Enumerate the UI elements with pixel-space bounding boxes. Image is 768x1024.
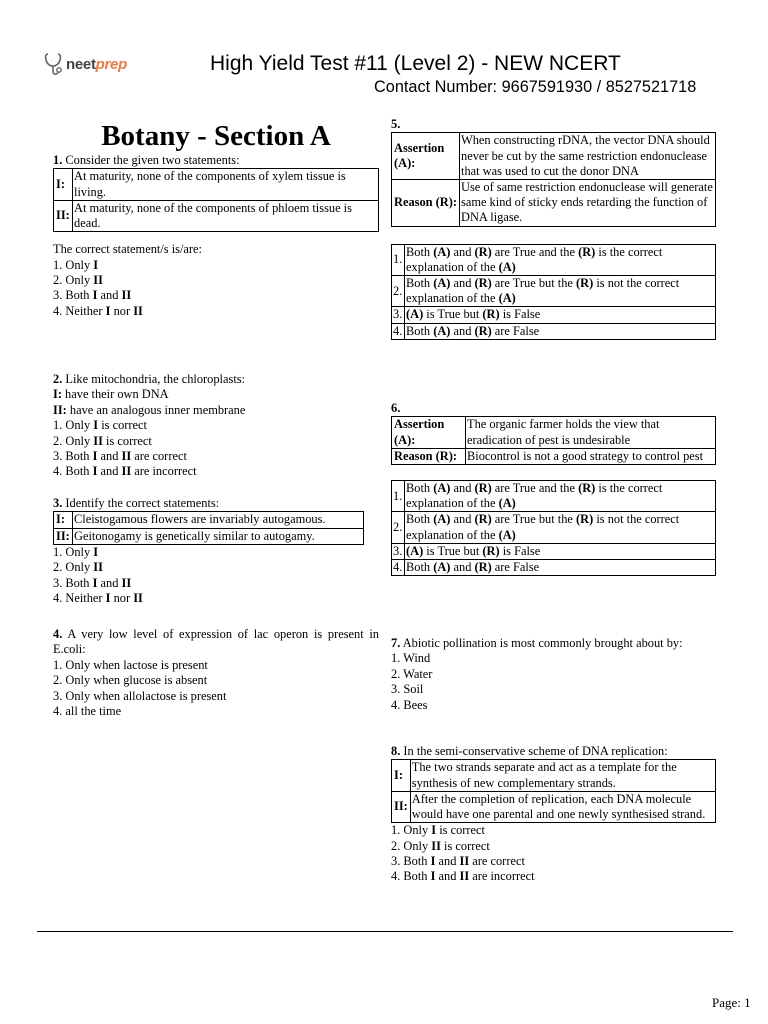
option-row-2: 2. Both (A) and (R) are True but the (R) is not the correct explanation of the (A) <box>392 512 716 543</box>
option-3: 3. Soil <box>391 682 424 697</box>
reason-text: Use of same restriction endonuclease will generate same kind of sticky ends retarding the function of DNA ligase. <box>460 180 716 227</box>
question-stem: 1. Consider the given two statements: <box>53 153 240 167</box>
question-number: 4. <box>53 627 63 641</box>
option-4: 4. Neither I nor II <box>53 303 143 318</box>
question-6 <box>391 401 716 576</box>
statements-table <box>53 168 379 232</box>
question-7 <box>391 636 716 713</box>
statement-row <box>54 200 379 231</box>
option-1: 1. Only I is correct <box>53 418 147 433</box>
question-number: 2. <box>53 372 63 386</box>
options-table <box>391 480 716 576</box>
option-4: 4. Both I and II are incorrect <box>53 464 197 479</box>
option-2: 2. Water <box>391 666 433 681</box>
statement-label: I: <box>54 512 73 528</box>
statement-label: I: <box>54 169 73 200</box>
question-number: 3. <box>53 496 63 510</box>
option-4: 4. Neither I nor II <box>53 591 143 606</box>
logo-wordmark <box>66 57 127 72</box>
option-row-3: 3. (A) is True but (R) is False <box>392 543 716 559</box>
option-1: 1. Wind <box>391 651 431 666</box>
section-title: Botany - Section A <box>101 120 331 152</box>
option-row-2: 2. Both (A) and (R) are True but the (R) is not the correct explanation of the (A) <box>392 276 716 307</box>
option-2: 2. Only II is correct <box>53 433 152 448</box>
statement-row <box>392 760 716 791</box>
stethoscope-icon <box>44 52 64 78</box>
options-table <box>391 244 716 340</box>
option-row-1: 1. Both (A) and (R) are True and the (R) is the correct explanation of the (A) <box>392 481 716 512</box>
question-1 <box>53 153 379 319</box>
reason-label: Reason (R): <box>392 180 460 227</box>
reason-label: Reason (R): <box>392 448 466 464</box>
option-4: 4. all the time <box>53 704 122 719</box>
statement-text: The two strands separate and act as a template for the synthesis of new complementary strands. <box>410 760 715 791</box>
statement-label: II: <box>392 791 411 822</box>
question-number: 8. <box>391 744 401 758</box>
option-4: 4. Bees <box>391 697 428 712</box>
question-5 <box>391 117 716 340</box>
question-number: 6. <box>391 401 401 415</box>
option-2: 2. Only II <box>53 273 103 288</box>
option-3: 3. Both I and II <box>53 288 132 303</box>
statements-table <box>391 759 716 823</box>
assertion-text: When constructing rDNA, the vector DNA should never be cut by the same restriction endonuclease that was used to cut the donor DNA <box>460 133 716 180</box>
logo-prep: prep <box>95 56 127 74</box>
assertion-row <box>392 133 716 180</box>
neetprep-logo <box>44 52 127 78</box>
option-1: 1. Only I is correct <box>391 823 485 838</box>
question-3 <box>53 496 379 606</box>
option-2: 2. Only when glucose is absent <box>53 673 208 688</box>
question-stem: 8. In the semi-conservative scheme of DNA replication: <box>391 744 668 758</box>
statement-text: After the completion of replication, each DNA molecule would have one parental and one newly synthesised strand. <box>410 791 715 822</box>
statement-text: At maturity, none of the components of phloem tissue is dead. <box>73 200 379 231</box>
reason-row <box>392 180 716 227</box>
reason-text: Biocontrol is not a good strategy to control pest <box>466 448 716 464</box>
option-row-3: 3. (A) is True but (R) is False <box>392 307 716 323</box>
assertion-row <box>392 417 716 448</box>
statement-label: II: <box>54 200 73 231</box>
assertion-reason-table <box>391 416 716 465</box>
statement-row <box>54 528 364 544</box>
test-title: High Yield Test #11 (Level 2) - NEW NCERT <box>210 52 621 75</box>
statement-text: At maturity, none of the components of xylem tissue is living. <box>73 169 379 200</box>
option-3: 3. Both I and II are correct <box>53 449 187 464</box>
footer-divider <box>37 931 733 932</box>
assertion-label: Assertion (A): <box>392 133 460 180</box>
question-number: 5. <box>391 117 401 131</box>
question-number: 7. <box>391 636 401 650</box>
option-row-1: 1. Both (A) and (R) are True and the (R) is the correct explanation of the (A) <box>392 244 716 275</box>
question-8 <box>391 744 716 885</box>
statement-row <box>54 169 379 200</box>
page-number: Page: 1 <box>712 995 751 1010</box>
statement-row <box>392 791 716 822</box>
statement-text: Geitonogamy is genetically similar to autogamy. <box>73 528 364 544</box>
question-prompt: The correct statement/s is/are: <box>53 242 202 257</box>
option-2: 2. Only II is correct <box>391 838 490 853</box>
statement-row <box>54 512 364 528</box>
reason-row <box>392 448 716 464</box>
option-3: 3. Both I and II <box>53 575 132 590</box>
statement-text: Cleistogamous flowers are invariably autogamous. <box>73 512 364 528</box>
assertion-label: Assertion (A): <box>392 417 466 448</box>
option-1: 1. Only I <box>53 257 99 272</box>
statement-label: II: <box>54 528 73 544</box>
assertion-reason-table <box>391 132 716 226</box>
contact-number: Contact Number: 9667591930 / 8527521718 <box>374 78 697 96</box>
option-2: 2. Only II <box>53 560 103 575</box>
question-number: 1. <box>53 153 63 167</box>
statement-1: I: have their own DNA <box>53 387 169 402</box>
option-row-4: 4. Both (A) and (R) are False <box>392 323 716 339</box>
question-2 <box>53 372 379 480</box>
question-stem: 3. Identify the correct statements: <box>53 496 220 510</box>
option-row-4: 4. Both (A) and (R) are False <box>392 560 716 576</box>
question-4 <box>53 627 379 719</box>
option-1: 1. Only I <box>53 544 99 559</box>
statement-2: II: have an analogous inner membrane <box>53 402 246 417</box>
option-3: 3. Only when allolactose is present <box>53 688 227 703</box>
statements-table <box>53 511 364 544</box>
question-stem: 2. Like mitochondria, the chloroplasts: <box>53 372 246 386</box>
assertion-text: The organic farmer holds the view that eradication of pest is undesirable <box>466 417 716 448</box>
option-1: 1. Only when lactose is present <box>53 657 208 672</box>
logo-neet: neet <box>66 56 96 74</box>
left-column <box>53 118 380 719</box>
option-3: 3. Both I and II are correct <box>391 854 525 869</box>
statement-label: I: <box>392 760 411 791</box>
option-4: 4. Both I and II are incorrect <box>391 869 535 884</box>
question-stem: 4. A very low level of expression of lac operon is present in E.coli: <box>53 627 380 657</box>
question-stem: 7. Abiotic pollination is most commonly brought about by: <box>391 636 683 650</box>
